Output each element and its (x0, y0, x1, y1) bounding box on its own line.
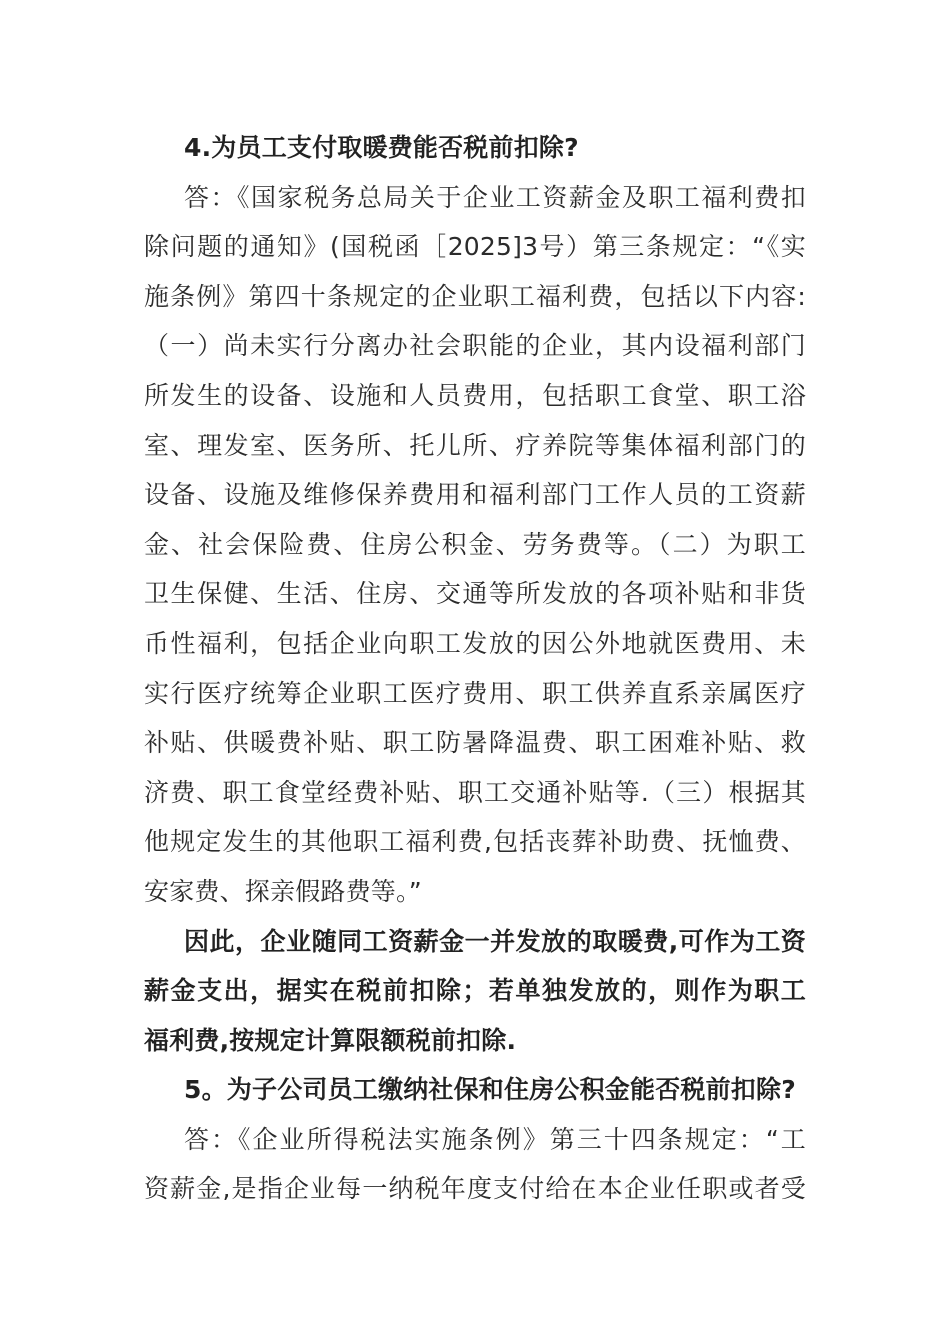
text-line: 4.为员工支付取暖费能否税前扣除? (184, 133, 579, 162)
text-line: 所发生的设备、设施和人员费用，包括职工食堂、职工浴 (144, 380, 806, 410)
text-line: 卫生保健、生活、住房、交通等所发放的各项补贴和非货 (144, 579, 806, 609)
text-line: 薪金支出，据实在税前扣除；若单独发放的，则作为职工 (144, 976, 806, 1006)
text-line: （一）尚未实行分离办社会职能的企业，其内设福利部门 (144, 331, 806, 361)
question-5-answer (144, 1115, 806, 1214)
document-page (144, 123, 806, 1214)
text-line: 福利费,按规定计算限额税前扣除. (144, 1025, 517, 1055)
text-line: 安家费、探亲假路费等。” (144, 876, 422, 906)
text-line: 除问题的通知》(国税函［2025]3号）第三条规定：“《实 (144, 232, 806, 262)
question-5-heading (144, 1065, 806, 1115)
text-line: 答：《企业所得税法实施条例》第三十四条规定：“工 (184, 1124, 806, 1154)
text-line: 答：《国家税务总局关于企业工资薪金及职工福利费扣 (184, 182, 806, 212)
text-line: 币性福利，包括企业向职工发放的因公外地就医费用、未 (144, 628, 806, 658)
text-line: 他规定发生的其他职工福利费,包括丧葬补助费、抚恤费、 (144, 827, 806, 857)
text-line: 5。为子公司员工缴纳社保和住房公积金能否税前扣除? (184, 1075, 796, 1105)
text-line: 补贴、供暖费补贴、职工防暑降温费、职工困难补贴、救 (144, 728, 806, 758)
text-line: 设备、设施及维修保养费用和福利部门工作人员的工资薪 (144, 480, 806, 510)
text-line: 资薪金,是指企业每一纳税年度支付给在本企业任职或者受 (144, 1174, 806, 1204)
question-4-answer (144, 173, 806, 917)
question-4-heading (144, 123, 806, 173)
text-line: 因此，企业随同工资薪金一并发放的取暖费,可作为工资 (184, 926, 806, 956)
text-line: 实行医疗统筹企业职工医疗费用、职工供养直系亲属医疗 (144, 678, 806, 708)
text-line: 金、社会保险费、住房公积金、劳务费等。（二）为职工 (144, 529, 806, 559)
text-line: 施条例》第四十条规定的企业职工福利费，包括以下内容: (144, 281, 806, 311)
text-line: 室、理发室、医务所、托儿所、疗养院等集体福利部门的 (144, 430, 806, 460)
text-line: 济费、职工食堂经费补贴、职工交通补贴等.（三）根据其 (144, 777, 806, 807)
question-4-conclusion (144, 917, 806, 1066)
